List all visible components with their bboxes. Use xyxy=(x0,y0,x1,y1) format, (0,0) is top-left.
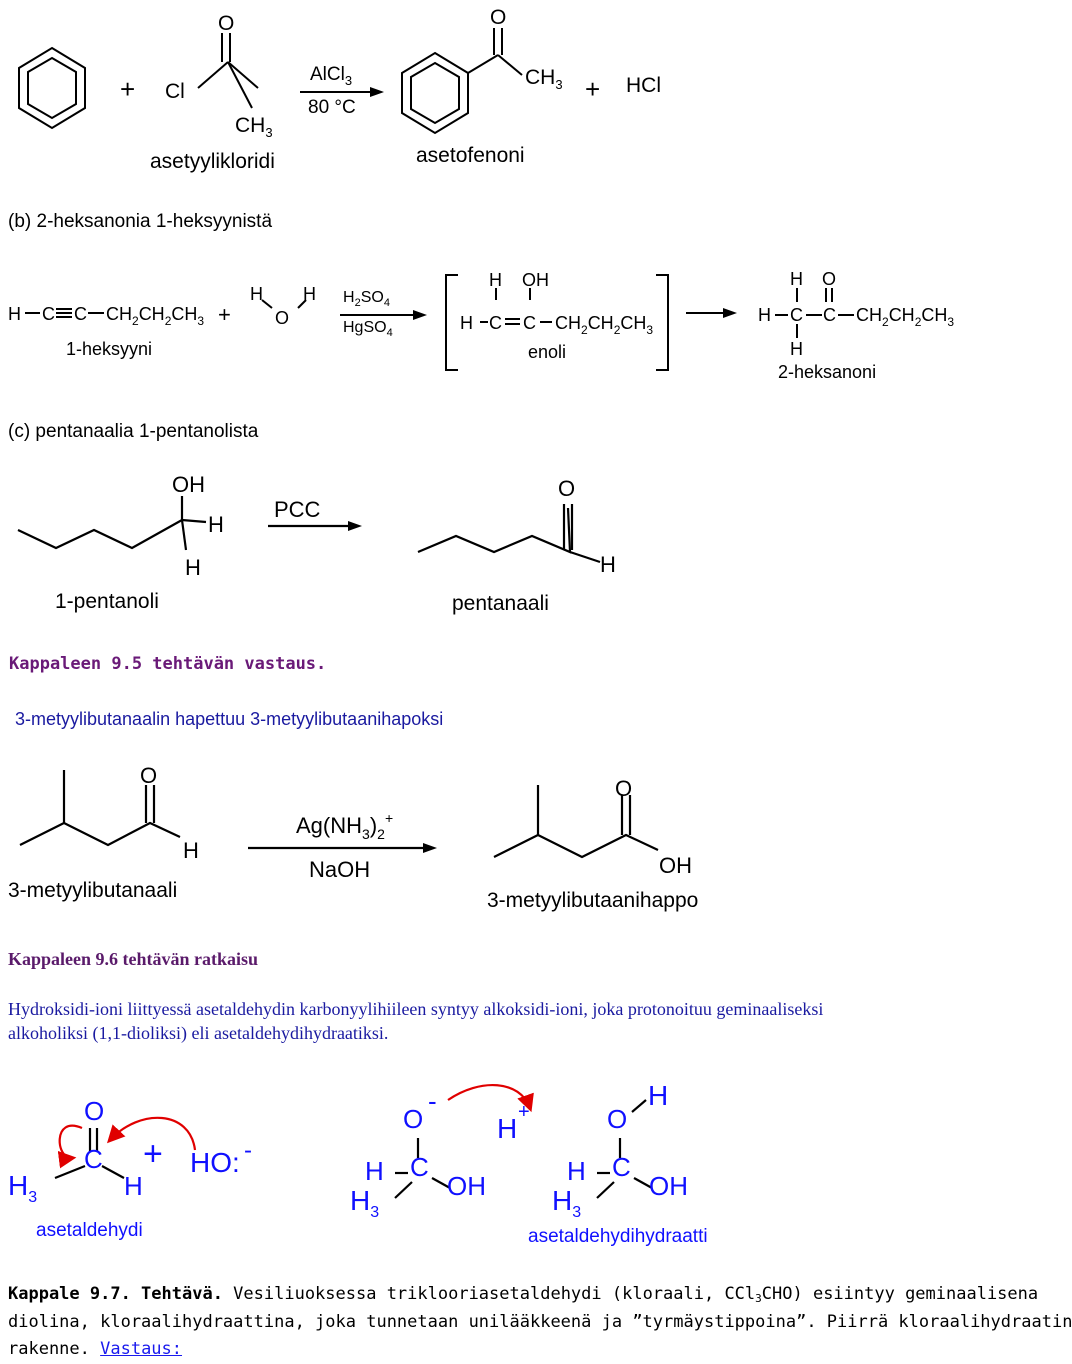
svg-text:CH2CH2CH3: $CH_2CH_2CH_3$ xyxy=(106,304,205,328)
svg-text:H: H xyxy=(489,270,502,290)
heading-kappaleen-9-6: Kappaleen 9.6 tehtävän ratkaisu xyxy=(8,949,259,969)
label-1-pentanoli: 1-pentanoli xyxy=(55,590,159,613)
atom-o: O xyxy=(490,6,507,29)
label-asetofenoni: asetofenoni xyxy=(416,144,525,167)
atom-cl: Cl xyxy=(165,80,185,103)
svg-text:-: - xyxy=(428,1086,437,1116)
svg-text:+: + xyxy=(518,1101,530,1123)
svg-text:H: H xyxy=(758,305,771,325)
svg-text:H: H xyxy=(124,1171,143,1201)
section-b-title: (b) 2-heksanonia 1-heksyynistä xyxy=(8,211,273,232)
svg-text:H: H xyxy=(365,1156,384,1186)
text-9-6-line1: Hydroksidi-ioni liittyessä asetaldehydin karbonyylihiileen syntyy alkoksidi-ioni, joka protonoituu geminaaliseksi xyxy=(8,999,824,1019)
reagent-pcc: PCC xyxy=(274,497,321,522)
svg-text:OH: OH xyxy=(522,270,549,290)
svg-text:OH: OH xyxy=(447,1171,486,1201)
svg-text:C: C xyxy=(84,1144,103,1174)
reagent-alcl3: AlCl xyxy=(310,64,345,85)
reagent-tollens: Ag(NH xyxy=(296,813,363,838)
scheme-friedel-crafts xyxy=(0,0,960,180)
label-asetaldehydihydraatti: asetaldehydihydraatti xyxy=(528,1226,708,1247)
svg-text:H: H xyxy=(567,1156,586,1186)
label-3-metyylibutaanihappo: 3-metyylibutaanihappo xyxy=(487,889,699,912)
svg-text:AlCl3: AlCl$_3$ xyxy=(310,64,353,88)
svg-text:O: O xyxy=(140,763,158,788)
reaction-temperature: 80 °C xyxy=(308,97,356,118)
hydroxide-ion: HO: xyxy=(190,1147,240,1178)
section-c-title: (c) pentanaalia 1-pentanolista xyxy=(8,421,259,442)
group-ch3: CH xyxy=(525,66,556,89)
svg-text:C: C xyxy=(823,305,836,325)
svg-text:-: - xyxy=(244,1137,252,1164)
svg-text:H: H xyxy=(648,1080,669,1111)
proton: H xyxy=(497,1113,518,1144)
svg-text:O: O xyxy=(822,269,837,289)
svg-text:C: C xyxy=(523,313,536,333)
plus-sign: + xyxy=(218,302,231,327)
label-2-heksanoni: 2-heksanoni xyxy=(778,362,877,382)
svg-text:H: H xyxy=(460,313,473,333)
vastaus-link[interactable]: Vastaus: xyxy=(100,1339,183,1359)
svg-text:O: O xyxy=(403,1104,424,1134)
svg-text:OH: OH xyxy=(659,853,692,878)
text-9-6-line2: alkoholiksi (1,1-dioliksi) eli asetaldehydihydraatiksi. xyxy=(8,1023,389,1043)
atom-c: C xyxy=(42,304,55,324)
svg-text:CH3: $CH_3$ xyxy=(525,66,563,92)
task-9-7-line1: Kappale 9.7. Tehtävä. Vesiliuoksessa triklooriasetaldehydi (kloraali, CCl3CHO) esiintyy geminaalisena xyxy=(8,1284,1039,1305)
group-ch3: CH xyxy=(235,114,266,137)
atom-h: H xyxy=(8,304,21,324)
label-pentanaali: pentanaali xyxy=(452,592,549,615)
svg-text:O: O xyxy=(558,476,576,501)
svg-text:CH2CH2CH3: $CH_2CH_2CH_3$ xyxy=(856,305,955,329)
plus-sign: + xyxy=(585,74,601,104)
svg-text:O: O xyxy=(607,1104,628,1134)
atom-h: H xyxy=(250,284,263,304)
svg-text:Ag(NH3)2+: $Ag(NH_3)_2^+$ xyxy=(296,810,394,842)
plus-sign: + xyxy=(120,74,136,104)
scheme-pcc-oxidation xyxy=(0,460,960,620)
task-9-7-line3: rakenne. Vastaus: xyxy=(8,1339,183,1359)
reagent-h2so4: H xyxy=(343,289,355,306)
svg-text:H3: $H_3$ xyxy=(350,1185,380,1221)
atom-h: H xyxy=(303,284,316,304)
svg-text:C: C xyxy=(410,1152,429,1182)
svg-text:H: H xyxy=(183,838,199,863)
label-enoli: enoli xyxy=(528,342,567,362)
heading-kappaleen-9-5: Kappaleen 9.5 tehtävän vastaus. xyxy=(9,654,327,674)
task-9-7-line2: diolina, kloraalihydraattina, joka tunnetaan unilääkkeenä ja ”tyrmäystippoina”. Piirrä kloraalihydraatin xyxy=(8,1312,1072,1332)
task-9-7-lead: Kappale 9.7. Tehtävä. xyxy=(8,1284,223,1304)
label-3-metyylibutanaali: 3-metyylibutanaali xyxy=(8,879,178,902)
svg-text:C: C xyxy=(489,313,502,333)
svg-text:+: + xyxy=(143,1135,163,1173)
group-oh: OH xyxy=(172,472,205,497)
svg-text:O: O xyxy=(84,1096,105,1126)
svg-text:O: O xyxy=(615,776,633,801)
svg-text:H: H xyxy=(185,555,201,580)
svg-text:CH3: $CH_3$ xyxy=(235,114,273,140)
svg-text:H: H xyxy=(790,269,803,289)
reagent-naoh: NaOH xyxy=(309,857,371,882)
atom-o: O xyxy=(275,308,290,328)
label-asetaldehydi: asetaldehydi xyxy=(36,1220,143,1241)
atom-o: O xyxy=(218,12,235,35)
svg-text:HgSO4: HgSO$_4$ xyxy=(343,319,393,339)
svg-text:H: H xyxy=(600,552,616,577)
svg-text:OH: OH xyxy=(649,1171,688,1201)
svg-text:H: H xyxy=(790,339,803,359)
reagent-hgso4: HgSO xyxy=(343,319,387,336)
label-1-heksyyni: 1-heksyyni xyxy=(66,339,153,359)
label-asetyylikloridi: asetyylikloridi xyxy=(150,150,275,173)
svg-text:H2SO4: $H_2SO_4$ xyxy=(343,289,390,309)
svg-text:H: H xyxy=(208,512,224,537)
svg-text:C: C xyxy=(790,305,803,325)
svg-text:H3: $H_3$ xyxy=(8,1170,38,1206)
product-hcl: HCl xyxy=(626,74,661,97)
svg-text:H3: $H_3$ xyxy=(552,1185,582,1221)
text-9-5: 3-metyylibutanaalin hapettuu 3-metyylibutaanihapoksi xyxy=(15,709,444,729)
svg-text:CH2CH2CH3: $CH_2CH_2CH_3$ xyxy=(555,313,654,337)
scheme-mechanism xyxy=(0,1060,960,1255)
scheme-hydration xyxy=(0,260,960,390)
svg-text:C: C xyxy=(612,1152,631,1182)
scheme-tollens xyxy=(0,755,960,925)
atom-c: C xyxy=(74,304,87,324)
